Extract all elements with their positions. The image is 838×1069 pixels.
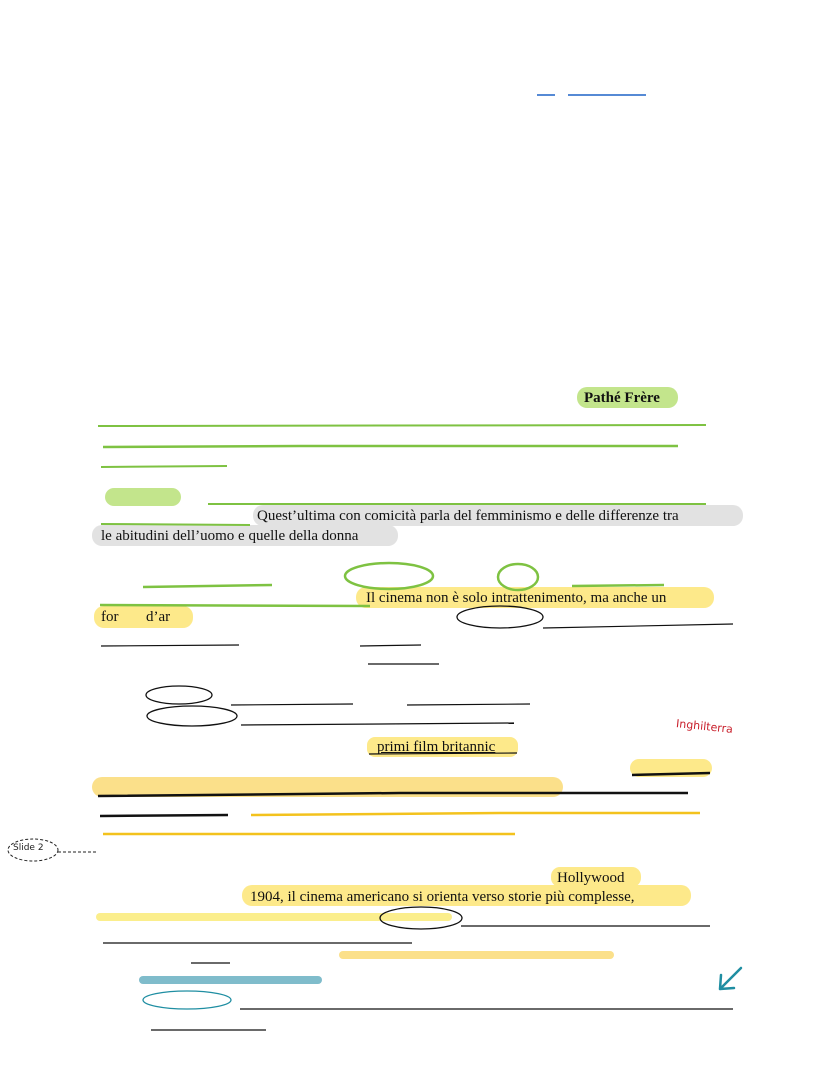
green-circle — [498, 564, 538, 590]
black-underline — [100, 815, 228, 816]
primi-film: primi film britannic — [377, 739, 496, 755]
green-underline — [572, 585, 664, 586]
pathe-title: Pathé Frère — [584, 390, 660, 406]
hollywood-word: Hollywood — [557, 870, 625, 886]
green-underline — [103, 446, 678, 447]
teal-circle — [143, 991, 231, 1009]
cinema-word-for: for — [101, 609, 119, 625]
black-circle — [457, 606, 543, 628]
green-underline — [98, 425, 706, 426]
black-underline — [543, 624, 733, 628]
cinema-line-1: Il cinema non è solo intrattenimento, ma anche un — [366, 590, 667, 606]
green-underline — [100, 605, 370, 606]
black-underline — [241, 723, 514, 725]
arrow-icon — [720, 968, 741, 989]
inghilterra-note: Inghilterra — [675, 717, 734, 736]
black-underline — [231, 704, 353, 705]
quest-line-1: Quest’ultima con comicità parla del femminismo e delle differenze tra — [257, 508, 679, 524]
green-underline — [101, 466, 227, 467]
green-circle — [345, 563, 433, 589]
black-underline — [101, 645, 239, 646]
green-underline — [101, 524, 250, 525]
black-underline — [360, 645, 421, 646]
yellow-highlight — [339, 951, 614, 959]
americano-line: 1904, il cinema americano si orienta verso storie più complesse, — [250, 889, 635, 905]
black-circle — [146, 686, 212, 704]
cinema-word-dar: d’ar — [146, 609, 171, 625]
teal-highlight — [139, 976, 322, 984]
yellow-highlight — [96, 913, 452, 921]
quest-line-2: le abitudini dell’uomo e quelle della donna — [101, 528, 359, 544]
green-highlight — [105, 488, 181, 506]
slide-note: Slide 2 — [13, 843, 44, 853]
green-underline — [143, 585, 272, 587]
black-underline — [407, 704, 530, 705]
yellow-underline — [251, 813, 700, 815]
black-circle — [147, 706, 237, 726]
